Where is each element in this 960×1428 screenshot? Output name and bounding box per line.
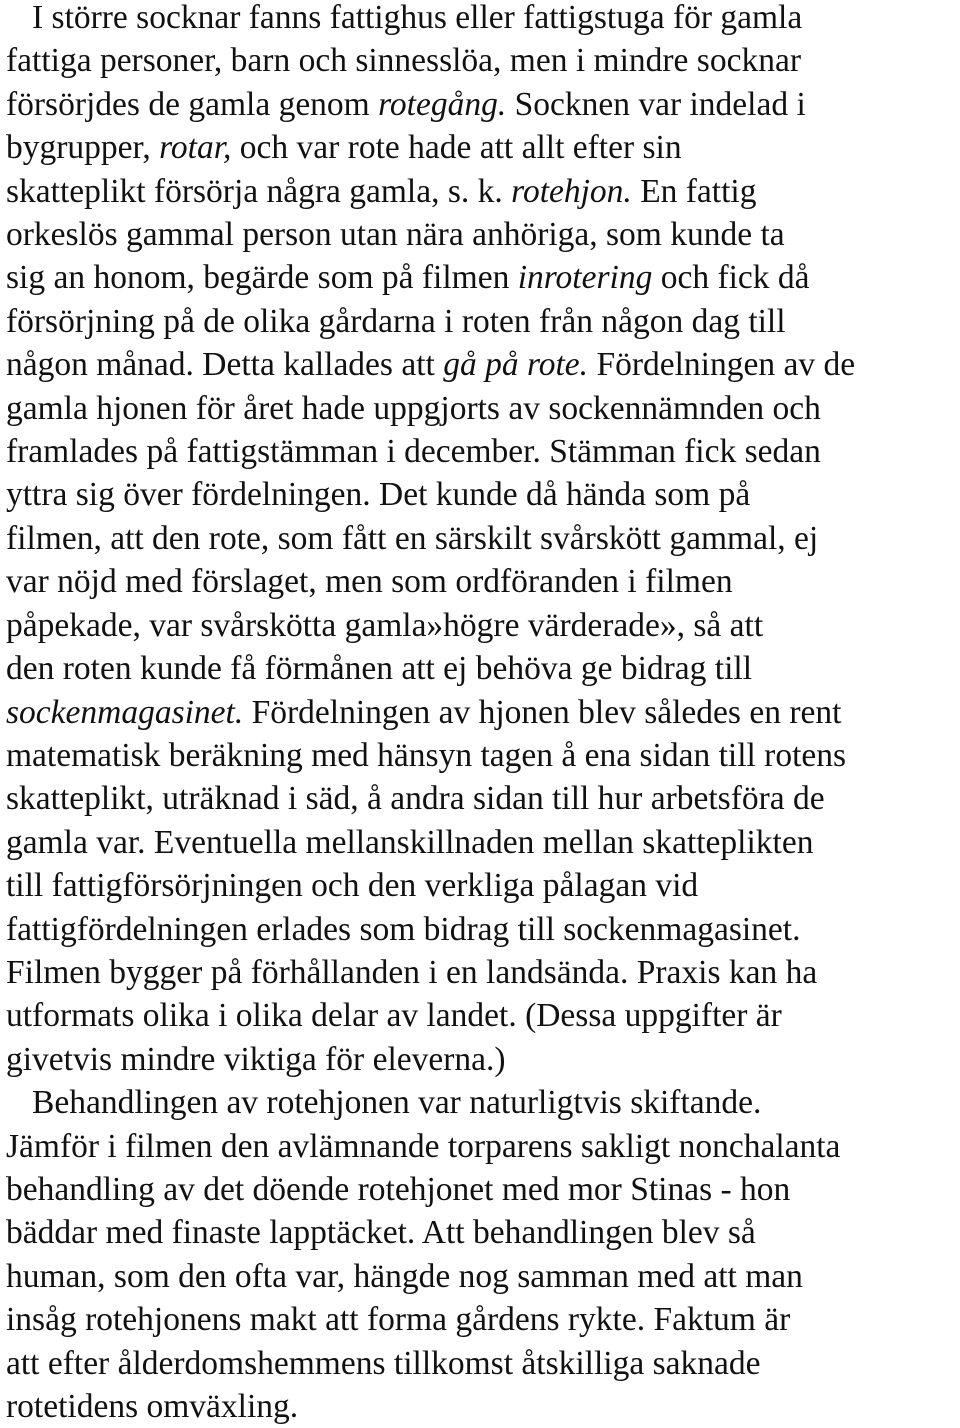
text-line (6, 1168, 958, 1211)
text-line (6, 864, 958, 907)
italic-term: rotehjon. (511, 172, 632, 210)
text-line (6, 300, 958, 343)
text-run: Filmen bygger på förhållanden i en landsända. Praxis kan ha (6, 953, 818, 991)
text-line (6, 647, 958, 690)
italic-term: rotar, (159, 129, 232, 167)
text-run: sig an honom, begärde som på filmen (6, 259, 518, 297)
italic-term: rotegång. (378, 85, 507, 123)
text-run: någon månad. Detta kallades att (6, 346, 444, 384)
text-line (6, 430, 958, 473)
text-run: givetvis mindre viktiga för eleverna.) (6, 1040, 506, 1078)
text-run: utformats olika i olika delar av landet. (Dessa uppgifter är (6, 997, 782, 1035)
text-line (6, 777, 958, 820)
text-run: rotetidens omväxling. (6, 1388, 299, 1425)
text-line (6, 691, 958, 734)
text-run: Fördelningen av de (588, 346, 856, 384)
text-line (6, 387, 958, 430)
text-line (6, 213, 958, 256)
text-line (6, 170, 958, 213)
text-line (6, 256, 958, 299)
text-run: Socknen var indelad i (506, 85, 806, 123)
text-line (6, 994, 958, 1037)
text-run: fattigfördelningen erlades som bidrag till sockenmagasinet. (6, 910, 801, 948)
text-line (6, 0, 958, 39)
text-line (6, 821, 958, 864)
text-run: bäddar med finaste lapptäcket. Att behandlingen blev så (6, 1214, 756, 1252)
text-line (6, 908, 958, 951)
text-run: framlades på fattigstämman i december. Stämman fick sedan (6, 433, 821, 471)
text-run: skatteplikt försörja några gamla, s. k. (6, 172, 512, 210)
text-line (6, 1038, 958, 1081)
italic-term: inrotering (517, 259, 653, 297)
text-run: påpekade, var svårskötta gamla»högre värderade», så att (6, 606, 764, 644)
text-line (6, 83, 958, 126)
text-line (6, 734, 958, 777)
text-run: att efter ålderdomshemmens tillkomst åtskilliga saknade (6, 1344, 761, 1382)
text-run: Behandlingen av rotehjonen var naturligtvis skiftande. (32, 1084, 762, 1122)
text-run: behandling av det döende rotehjonet med mor Stinas - hon (6, 1170, 791, 1208)
italic-term: gå på rote. (443, 346, 589, 384)
text-run: yttra sig över fördelningen. Det kunde då hända som på (6, 476, 751, 514)
text-line (6, 1385, 958, 1428)
text-run: gamla hjonen för året hade uppgjorts av sockennämnden och (6, 389, 821, 427)
text-run: Jämför i filmen den avlämnande torparens sakligt nonchalanta (6, 1127, 841, 1165)
text-line (6, 343, 958, 386)
text-run: den roten kunde få förmånen att ej behöva ge bidrag till (6, 650, 753, 688)
text-run: filmen, att den rote, som fått en särskilt svårskött gammal, ej (6, 519, 819, 557)
text-run: En fattig (631, 172, 757, 210)
text-run: matematisk beräkning med hänsyn tagen å ena sidan till rotens (6, 736, 847, 774)
text-line (6, 1255, 958, 1298)
text-run: human, som den ofta var, hängde nog samman med att man (6, 1257, 803, 1295)
text-run: bygrupper, (6, 129, 160, 167)
italic-term: sockenmagasinet. (6, 693, 244, 731)
text-run: Fördelningen av hjonen blev således en rent (243, 693, 842, 731)
document-page (6, 0, 958, 1428)
text-run: försörjning på de olika gårdarna i roten från någon dag till (6, 302, 786, 340)
text-line (6, 1081, 958, 1124)
text-line (6, 1211, 958, 1254)
text-run: och fick då (652, 259, 810, 297)
text-line (6, 951, 958, 994)
text-run: till fattigförsörjningen och den verkliga pålagan vid (6, 867, 699, 905)
text-line (6, 1125, 958, 1168)
text-line (6, 126, 958, 169)
text-run: gamla var. Eventuella mellanskillnaden mellan skatteplikten (6, 823, 814, 861)
text-run: och var rote hade att allt efter sin (231, 129, 682, 167)
text-line (6, 39, 958, 82)
text-line (6, 473, 958, 516)
text-run: skatteplikt, uträknad i säd, å andra sidan till hur arbetsföra de (6, 780, 825, 818)
paragraph-fattigvard (6, 0, 958, 1081)
text-run: orkeslös gammal person utan nära anhöriga, som kunde ta (6, 216, 785, 254)
text-run: försörjdes de gamla genom (6, 85, 379, 123)
text-line (6, 1298, 958, 1341)
text-run: insåg rotehjonens makt att forma gårdens rykte. Faktum är (6, 1301, 791, 1339)
paragraph-behandling (6, 1081, 958, 1428)
text-run: fattiga personer, barn och sinnesslöa, men i mindre socknar (6, 42, 801, 80)
text-line (6, 604, 958, 647)
text-run: var nöjd med förslaget, men som ordföranden i filmen (6, 563, 733, 601)
text-run: I större socknar fanns fattighus eller fattigstuga för gamla (32, 0, 803, 36)
text-line (6, 560, 958, 603)
text-line (6, 1342, 958, 1385)
text-line (6, 517, 958, 560)
